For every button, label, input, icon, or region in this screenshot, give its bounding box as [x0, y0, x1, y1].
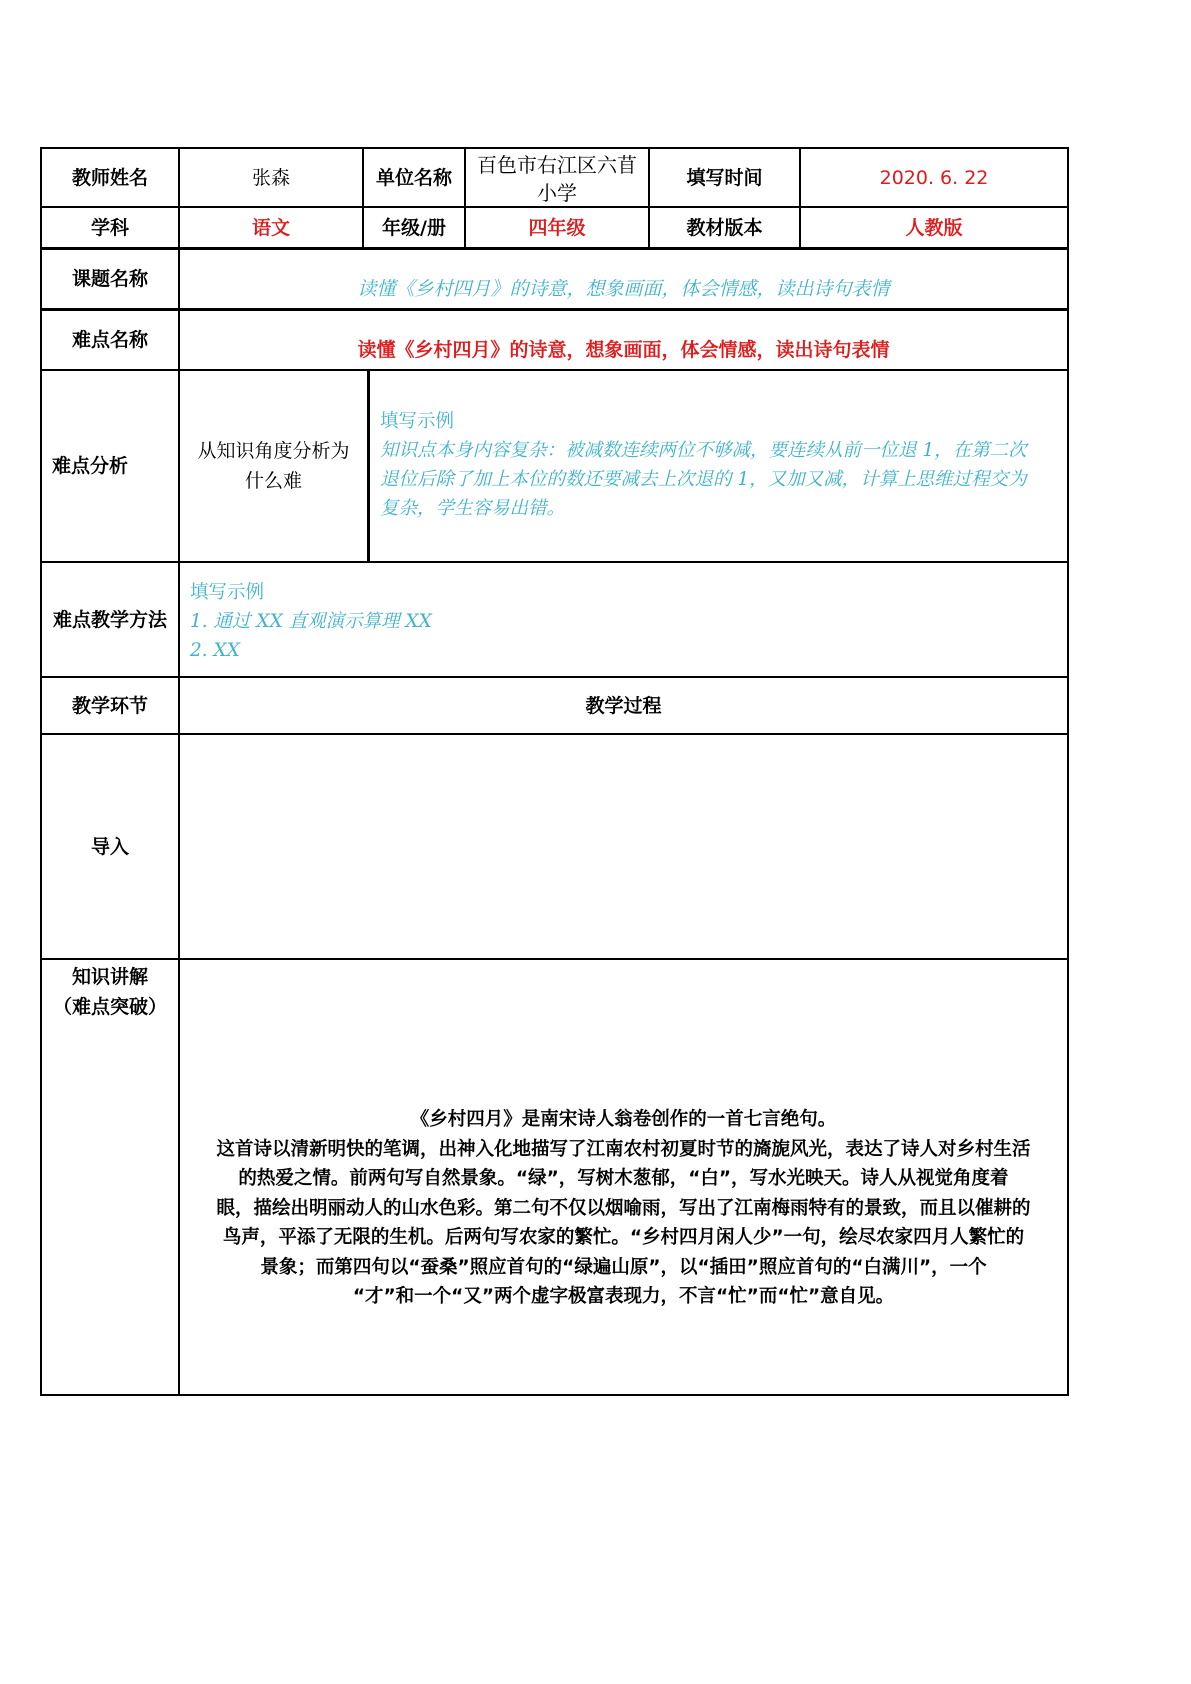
intro-content	[179, 734, 1069, 959]
knowledge-line-5: 鸟声，平添了无限的生机。后两句写农家的繁忙。“乡村四月闲人少”一句，绘尽农家四月人繁忙的	[222, 1227, 1025, 1248]
knowledge-content	[179, 959, 1069, 1396]
grade-value: 四年级	[465, 207, 649, 249]
analysis-label: 难点分析	[40, 370, 179, 562]
subject-label: 学科	[40, 207, 179, 249]
topic-value: 读懂《乡村四月》的诗意，想象画面，体会情感，读出诗句表情	[179, 249, 1069, 310]
knowledge-line-2: 这首诗以清新明快的笔调，出神入化地描写了江南农村初夏时节的旖旎风光，表达了诗人对乡村生活	[216, 1138, 1031, 1160]
method-label: 难点教学方法	[40, 562, 179, 677]
knowledge-label-line1: 知识讲解	[71, 966, 148, 988]
process-header: 教学过程	[179, 677, 1069, 734]
method-example-title: 填写示例	[190, 582, 265, 603]
grade-label: 年级/册	[363, 207, 465, 249]
analysis-content	[368, 370, 1069, 562]
analysis-sub-label	[179, 370, 368, 562]
knowledge-line-1: 《乡村四月》是南宋诗人翁卷创作的一首七言绝句。	[410, 1109, 837, 1130]
analysis-line-2: 退位后除了加上本位的数还要减去上次退的 1，又加又减，计算上思维过程交为	[380, 469, 1027, 490]
teacher-name-label: 教师姓名	[40, 147, 179, 207]
analysis-sub-label-line1: 从知识角度分析为	[197, 440, 350, 462]
analysis-example-title: 填写示例	[380, 411, 455, 432]
unit-name-label: 单位名称	[363, 147, 465, 207]
method-item-2: 2. XX	[190, 640, 240, 661]
knowledge-label-line2: （难点突破）	[52, 996, 167, 1018]
edition-value: 人教版	[800, 207, 1069, 249]
knowledge-line-6: 景象；而第四句以“蚕桑”照应首句的“绿遍山原”，以“插田”照应首句的“白满川”，一个	[260, 1256, 987, 1278]
knowledge-line-7: “才”和一个“又”两个虚字极富表现力，不言“忙”而“忙”意自见。	[352, 1286, 895, 1307]
analysis-line-1: 知识点本身内容复杂：被减数连续两位不够减，要连续从前一位退 1，在第二次	[380, 440, 1027, 461]
fill-date-label: 填写时间	[649, 147, 800, 207]
knowledge-line-3: 的热爱之情。前两句写自然景象。“绿”，写树木葱郁，“白”，写水光映天。诗人从视觉角度着	[238, 1168, 1009, 1189]
analysis-line-3: 复杂，学生容易出错。	[380, 498, 566, 519]
topic-label: 课题名称	[40, 249, 179, 310]
difficulty-label: 难点名称	[40, 310, 179, 370]
knowledge-label	[40, 959, 179, 1396]
analysis-sub-label-line2: 什么难	[244, 470, 302, 492]
edition-label: 教材版本	[649, 207, 800, 249]
unit-name-line1: 百色市右江区六苜	[477, 153, 637, 177]
knowledge-line-4: 眼，描绘出明丽动人的山水色彩。第二句不仅以烟喻雨，写出了江南梅雨特有的景致，而且以催耕的	[216, 1197, 1031, 1219]
method-item-1: 1. 通过 XX 直观演示算理 XX	[190, 611, 432, 632]
unit-name-value	[465, 147, 649, 207]
teacher-name-value: 张森	[179, 147, 363, 207]
fill-date-value: 2020. 6. 22	[800, 147, 1069, 207]
intro-label: 导入	[40, 734, 179, 959]
subject-value: 语文	[179, 207, 363, 249]
unit-name-line2: 小学	[537, 181, 577, 205]
stage-header: 教学环节	[40, 677, 179, 734]
difficulty-value: 读懂《乡村四月》的诗意，想象画面，体会情感，读出诗句表情	[179, 310, 1069, 370]
method-content	[179, 562, 1069, 677]
